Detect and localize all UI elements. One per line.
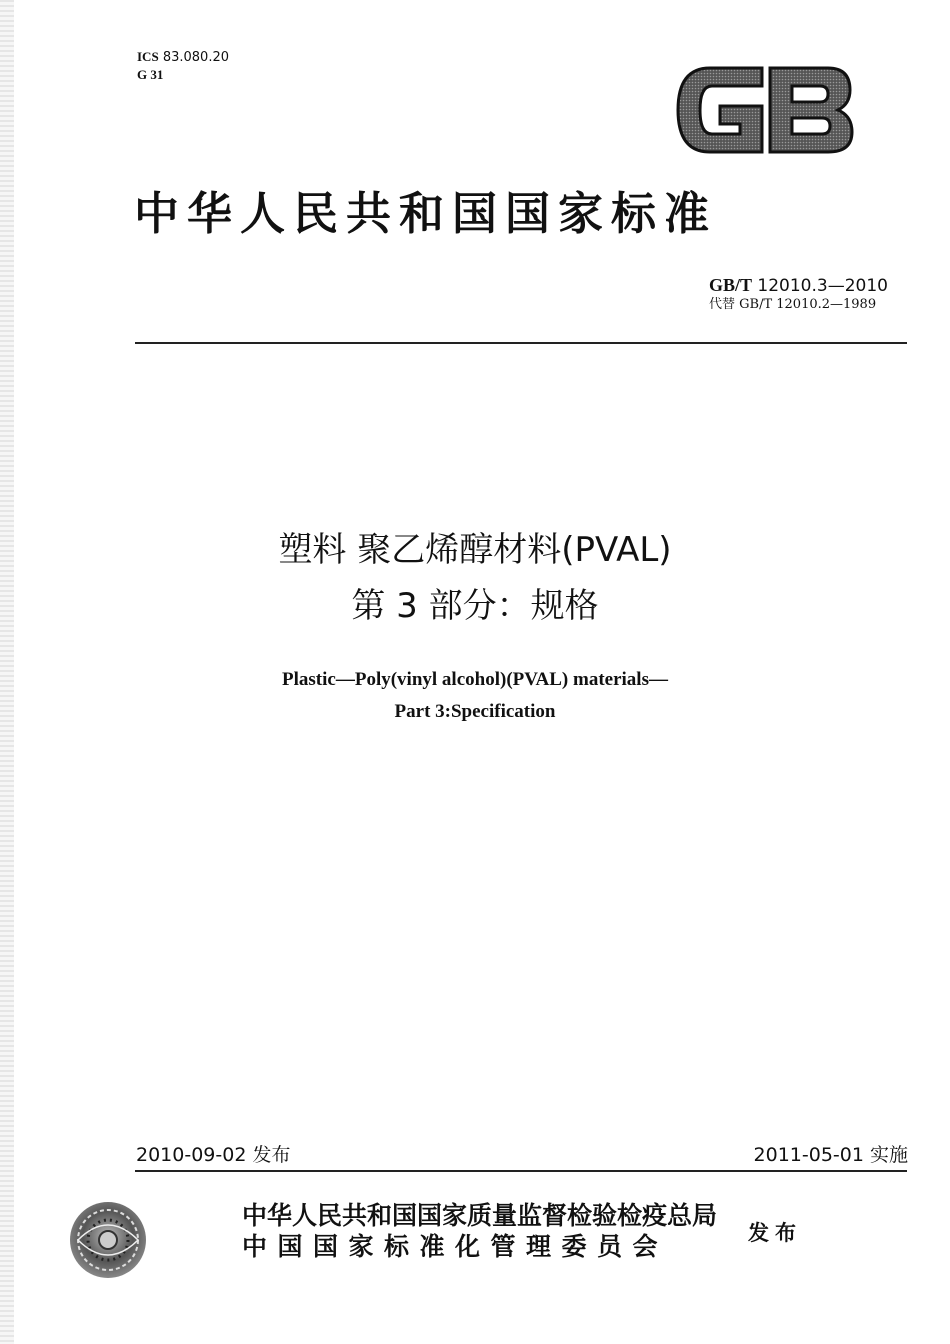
standard-code: 12010.3—2010 <box>757 276 888 296</box>
standard-number-block <box>709 275 888 313</box>
title-en-line1: Plastic—Poly(vinyl alcohol)(PVAL) materials— <box>282 669 668 690</box>
implementation-date: 2011-05-01 实施 <box>753 1144 908 1166</box>
issue-date: 2010-09-02 发布 <box>136 1144 291 1166</box>
classification-block <box>137 48 229 83</box>
top-divider <box>135 342 907 344</box>
issuing-authorities <box>242 1200 717 1262</box>
ics-code: 83.080.20 <box>162 50 229 65</box>
ccs-code: G 31 <box>137 67 164 82</box>
national-standard-title: 中华人民共和国国家标准 <box>134 187 718 240</box>
authority-sac: 中国国家标准化管理委员会 <box>242 1232 669 1261</box>
ics-line <box>137 48 229 66</box>
bottom-divider <box>135 1170 907 1172</box>
authority-aqsiq: 中华人民共和国国家质量监督检验检疫总局 <box>242 1201 718 1230</box>
standard-number <box>709 275 888 296</box>
publish-label: 发布 <box>748 1220 802 1245</box>
replaces-note: 代替 GB/T 12010.2—1989 <box>709 297 877 312</box>
title-en-line2: Part 3:Specification <box>394 701 556 722</box>
standard-prefix: GB/T <box>709 275 753 295</box>
hologram-seal-icon <box>68 1200 148 1280</box>
gb-logo-icon <box>670 60 858 160</box>
title-zh-line2: 第 3 部分：规格 <box>351 586 599 626</box>
ics-label: ICS <box>137 49 159 64</box>
title-zh-line1: 塑料 聚乙烯醇材料(PVAL) <box>278 530 672 570</box>
